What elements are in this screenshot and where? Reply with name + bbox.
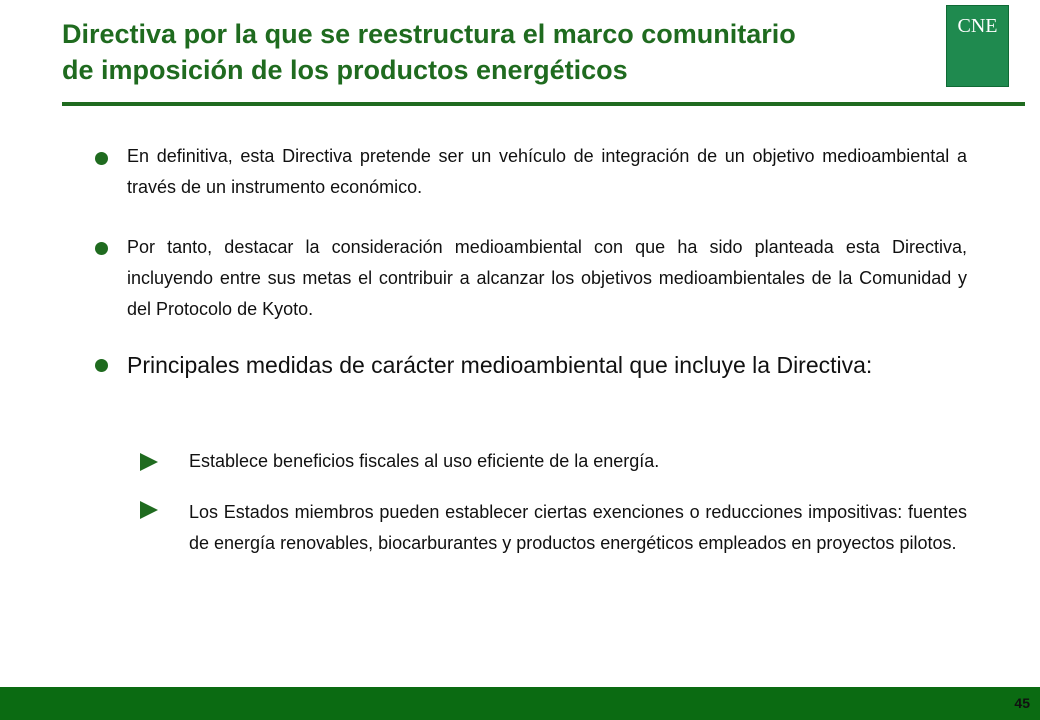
cne-logo-text: CNE — [957, 15, 998, 37]
play-arrow-icon — [140, 501, 158, 519]
bullet-icon — [95, 359, 108, 372]
play-arrow-icon — [140, 453, 158, 471]
page-number: 45 — [1014, 695, 1030, 711]
footer-bar — [0, 687, 1040, 720]
title-divider — [62, 102, 1025, 106]
slide-title — [62, 16, 942, 88]
paragraph-definitiva: En definitiva, esta Directiva pretende ser un vehículo de integración de un objetivo medioambiental a través de un instrumento económico. — [127, 146, 967, 197]
slide-title-line-2: de imposición de los productos energéticos — [62, 55, 628, 85]
slide-title-line-1: Directiva por la que se reestructura el marco comunitario — [62, 19, 796, 49]
cne-logo — [946, 5, 1009, 87]
paragraph-principales-medidas: Principales medidas de carácter medioambiental que incluye la Directiva: — [127, 352, 873, 378]
bullet-icon — [95, 242, 108, 255]
bullet-icon — [95, 152, 108, 165]
subitem-exenciones: Los Estados miembros pueden establecer ciertas exenciones o reducciones impositivas: fuentes de energía renovables, biocarburantes y productos energéticos empleados en proyectos pilotos. — [189, 502, 967, 553]
subitem-beneficios-fiscales: Establece beneficios fiscales al uso eficiente de la energía. — [189, 451, 660, 471]
paragraph-por-tanto: Por tanto, destacar la consideración medioambiental con que ha sido planteada esta Directiva, incluyendo entre sus metas el contribuir a alcanzar los objetivos medioambientales de la Comunidad y del Protocolo de Kyoto. — [127, 237, 967, 319]
